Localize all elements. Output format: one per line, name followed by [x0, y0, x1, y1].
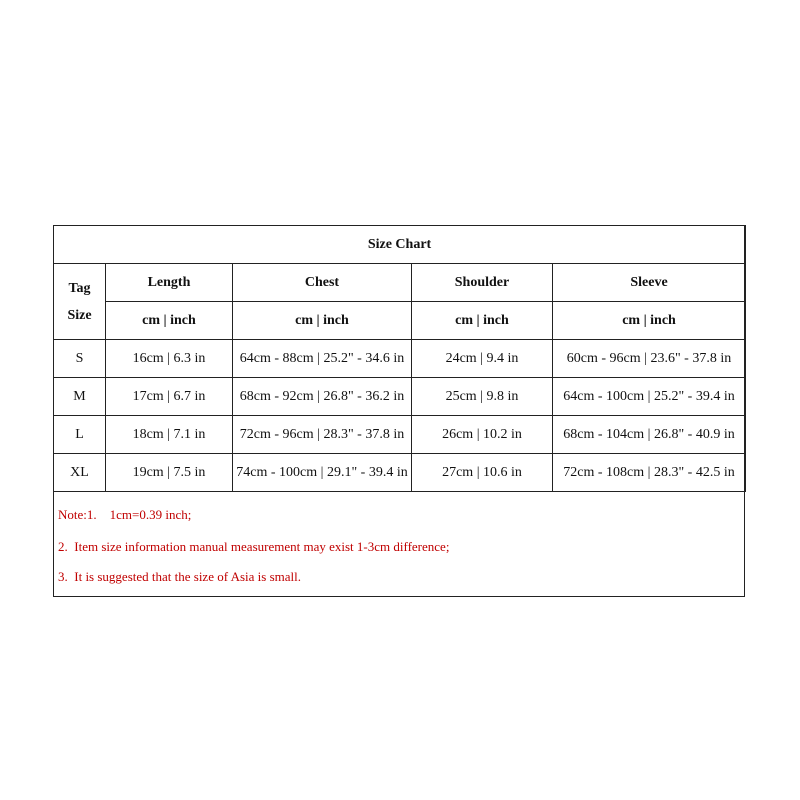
table-cell: 60cm - 96cm | 23.6" - 37.8 in: [553, 340, 746, 378]
table-row: [54, 416, 746, 454]
unit-chest: cm | inch: [233, 302, 412, 340]
note-line-3: 3. It is suggested that the size of Asia is small.: [58, 569, 301, 584]
unit-sleeve: cm | inch: [553, 302, 746, 340]
table-row: [54, 454, 746, 492]
table-cell: 18cm | 7.1 in: [106, 416, 233, 454]
table-cell: 68cm - 92cm | 26.8" - 36.2 in: [233, 378, 412, 416]
table-cell: 24cm | 9.4 in: [412, 340, 553, 378]
size-label: M: [54, 378, 106, 416]
size-label: XL: [54, 454, 106, 492]
table-cell: 25cm | 9.8 in: [412, 378, 553, 416]
column-header-length: Length: [106, 264, 233, 302]
note-line-2: 2. Item size information manual measurement may exist 1-3cm difference;: [58, 539, 450, 554]
unit-shoulder: cm | inch: [412, 302, 553, 340]
table-cell: 19cm | 7.5 in: [106, 454, 233, 492]
column-header-chest: Chest: [233, 264, 412, 302]
size-label: L: [54, 416, 106, 454]
table-cell: 64cm - 88cm | 25.2" - 34.6 in: [233, 340, 412, 378]
table-row: [54, 378, 746, 416]
table-cell: 74cm - 100cm | 29.1" - 39.4 in: [233, 454, 412, 492]
size-label: S: [54, 340, 106, 378]
tag-header-line-2: Size: [67, 307, 92, 323]
column-header-sleeve: Sleeve: [553, 264, 746, 302]
tag-header-line-1: Tag: [68, 280, 91, 296]
tag-size-header: [54, 264, 106, 340]
size-chart: [53, 225, 745, 597]
note-line-1: Note:1. 1cm=0.39 inch;: [58, 507, 192, 522]
table-cell: 68cm - 104cm | 26.8" - 40.9 in: [553, 416, 746, 454]
table-cell: 64cm - 100cm | 25.2" - 39.4 in: [553, 378, 746, 416]
size-table: [53, 225, 746, 492]
table-cell: 16cm | 6.3 in: [106, 340, 233, 378]
chart-title: Size Chart: [54, 226, 746, 264]
table-cell: 72cm - 108cm | 28.3" - 42.5 in: [553, 454, 746, 492]
unit-length: cm | inch: [106, 302, 233, 340]
table-cell: 26cm | 10.2 in: [412, 416, 553, 454]
table-cell: 72cm - 96cm | 28.3" - 37.8 in: [233, 416, 412, 454]
column-header-shoulder: Shoulder: [412, 264, 553, 302]
table-row: [54, 340, 746, 378]
table-cell: 17cm | 6.7 in: [106, 378, 233, 416]
table-cell: 27cm | 10.6 in: [412, 454, 553, 492]
